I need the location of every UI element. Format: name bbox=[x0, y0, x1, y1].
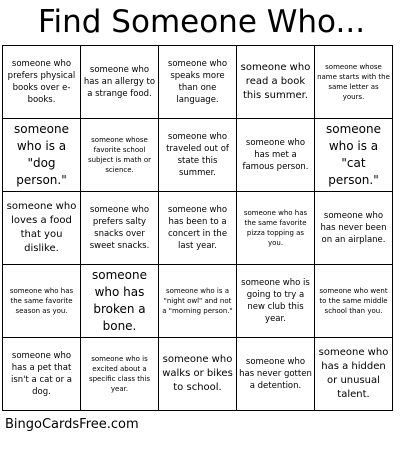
square-text: someone who is going to try a new club this year. bbox=[241, 278, 310, 324]
card-title: Find Someone Who... bbox=[37, 4, 366, 40]
grid-row bbox=[3, 119, 393, 192]
bingo-square[interactable] bbox=[315, 192, 393, 265]
bingo-square[interactable] bbox=[315, 338, 393, 411]
square-text: someone who loves a food that you dislike. bbox=[6, 201, 77, 254]
square-text: someone who has met a famous person. bbox=[242, 138, 309, 172]
grid-row bbox=[3, 265, 393, 338]
square-text: someone who has the same favorite season as you. bbox=[9, 287, 74, 315]
bingo-square[interactable] bbox=[3, 119, 81, 192]
bingo-square[interactable] bbox=[159, 192, 237, 265]
bingo-square[interactable] bbox=[81, 119, 159, 192]
bingo-square[interactable] bbox=[159, 338, 237, 411]
bingo-square[interactable] bbox=[237, 265, 315, 338]
square-text: someone who has a hidden or unusual talent. bbox=[318, 347, 389, 400]
bingo-square[interactable] bbox=[81, 46, 159, 119]
bingo-square[interactable] bbox=[159, 119, 237, 192]
square-text: someone who has a pet that isn't a cat or a dog. bbox=[11, 351, 72, 397]
bingo-square[interactable] bbox=[159, 46, 237, 119]
square-text: someone who is a "night owl" and not a "morning person." bbox=[162, 287, 233, 315]
square-text: someone who went to the same middle school than you. bbox=[319, 287, 388, 315]
square-text: someone who walks or bikes to school. bbox=[162, 354, 233, 393]
square-text: someone whose name starts with the same letter as yours. bbox=[317, 63, 390, 101]
square-text: someone who prefers salty snacks over sweet snacks. bbox=[89, 205, 150, 251]
square-text: someone who speaks more than one language. bbox=[167, 59, 228, 105]
square-text: someone who is a "cat person." bbox=[326, 122, 381, 187]
bingo-square[interactable] bbox=[315, 119, 393, 192]
grid-row bbox=[3, 46, 393, 119]
bingo-square[interactable] bbox=[3, 46, 81, 119]
square-text: someone who has never been on an airplane. bbox=[320, 211, 387, 245]
bingo-square[interactable] bbox=[315, 46, 393, 119]
bingo-square[interactable] bbox=[81, 338, 159, 411]
bingo-square[interactable] bbox=[237, 46, 315, 119]
bingo-square[interactable] bbox=[237, 119, 315, 192]
bingo-grid bbox=[2, 45, 393, 411]
grid-row bbox=[3, 338, 393, 411]
bingo-square[interactable] bbox=[81, 192, 159, 265]
square-text: someone whose favorite school subject is math or science. bbox=[87, 136, 152, 174]
square-text: someone who traveled out of state this summer. bbox=[166, 132, 229, 178]
bingo-square[interactable] bbox=[81, 265, 159, 338]
square-text: someone who is a "dog person." bbox=[14, 122, 69, 187]
bingo-square[interactable] bbox=[3, 265, 81, 338]
bingo-square[interactable] bbox=[237, 192, 315, 265]
bingo-square[interactable] bbox=[315, 265, 393, 338]
grid-row bbox=[3, 192, 393, 265]
square-text: someone who has an allergy to a strange food. bbox=[83, 65, 156, 99]
site-credit: BingoCardsFree.com bbox=[5, 417, 139, 432]
square-text: someone who has been to a concert in the last year. bbox=[167, 205, 228, 251]
square-text: someone who has the same favorite pizza topping as you. bbox=[243, 209, 308, 247]
bingo-square[interactable] bbox=[159, 265, 237, 338]
bingo-square[interactable] bbox=[3, 338, 81, 411]
square-text: someone who has broken a bone. bbox=[92, 268, 147, 333]
square-text: someone who is excited about a specific class this year. bbox=[88, 355, 151, 393]
bingo-square[interactable] bbox=[237, 338, 315, 411]
bingo-square[interactable] bbox=[3, 192, 81, 265]
square-text: someone who prefers physical books over e-books. bbox=[7, 59, 76, 105]
square-text: someone who read a book this summer. bbox=[240, 62, 311, 101]
square-text: someone who has never gotten a detention. bbox=[239, 357, 312, 391]
